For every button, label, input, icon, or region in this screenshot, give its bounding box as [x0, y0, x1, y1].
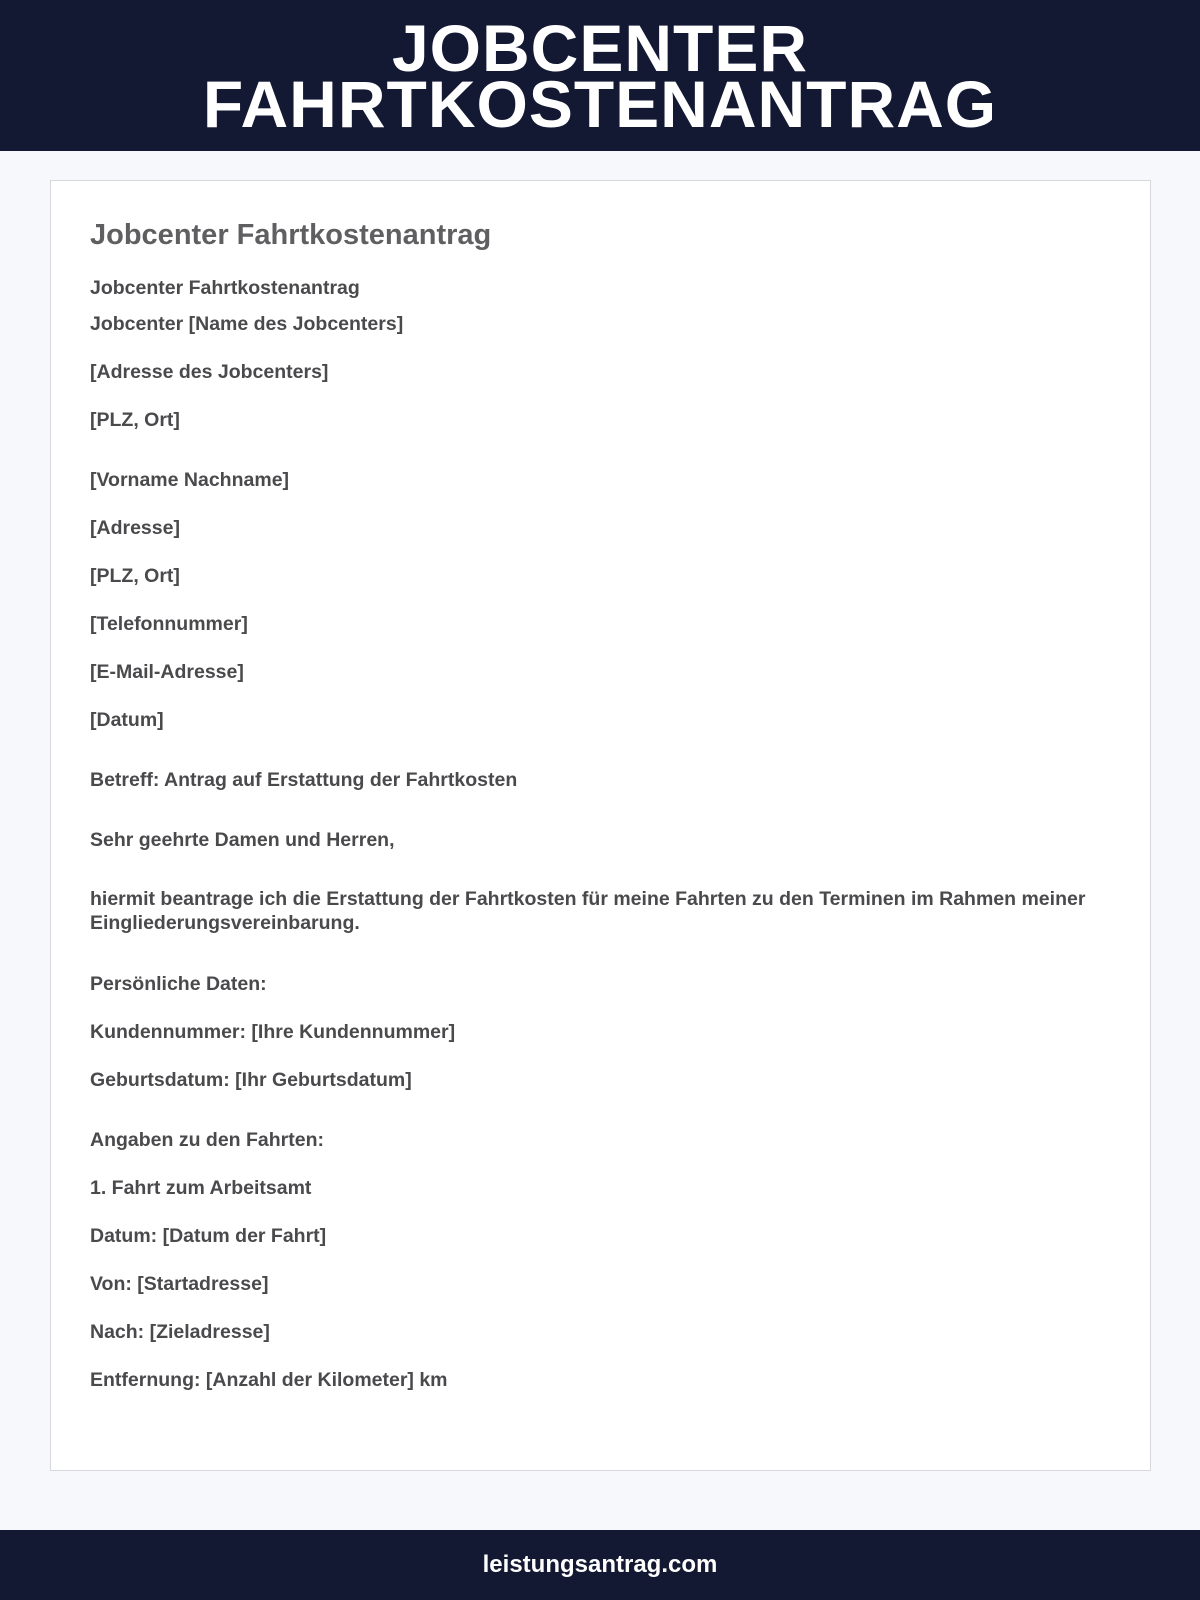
page-header	[0, 0, 1200, 151]
sender-phone: [Telefonnummer]	[90, 613, 248, 635]
recipient-name: Jobcenter [Name des Jobcenters]	[90, 313, 404, 335]
header-title-line-1: JOBCENTER	[391, 10, 809, 85]
document-title: Jobcenter Fahrtkostenantrag	[90, 219, 492, 251]
personal-heading: Persönliche Daten:	[90, 973, 267, 995]
trips-heading: Angaben zu den Fahrten:	[90, 1129, 324, 1151]
footer-site-link[interactable]: leistungsantrag.com	[482, 1551, 718, 1578]
letter-salutation: Sehr geehrte Damen und Herren,	[90, 829, 395, 851]
letter-intro: hiermit beantrage ich die Erstattung der Fahrtkosten für meine Fahrten zu den Terminen im Rahmen meiner Eingliederungsvereinbarung.	[90, 888, 1086, 934]
birthdate: Geburtsdatum: [Ihr Geburtsdatum]	[90, 1069, 412, 1091]
trip1-to: Nach: [Zieladresse]	[90, 1321, 270, 1343]
trip1-from: Von: [Startadresse]	[90, 1273, 269, 1295]
header-title-line-2: FAHRTKOSTENANTRAG	[202, 66, 998, 141]
document-card	[50, 180, 1151, 1471]
trip1-distance: Entfernung: [Anzahl der Kilometer] km	[90, 1369, 448, 1391]
sender-name: [Vorname Nachname]	[90, 469, 290, 491]
letter-date: [Datum]	[90, 709, 164, 731]
sender-email: [E-Mail-Adresse]	[90, 661, 244, 683]
sender-city: [PLZ, Ort]	[90, 565, 180, 587]
customer-number: Kundennummer: [Ihre Kundennummer]	[90, 1021, 456, 1043]
trip1-title: 1. Fahrt zum Arbeitsamt	[90, 1177, 312, 1199]
document-subtitle: Jobcenter Fahrtkostenantrag	[90, 277, 360, 299]
letter-subject: Betreff: Antrag auf Erstattung der Fahrtkosten	[90, 769, 518, 791]
page-footer	[0, 1530, 1200, 1600]
recipient-address: [Adresse des Jobcenters]	[90, 361, 329, 383]
trip1-date: Datum: [Datum der Fahrt]	[90, 1225, 327, 1247]
sender-address: [Adresse]	[90, 517, 180, 539]
recipient-city: [PLZ, Ort]	[90, 409, 180, 431]
